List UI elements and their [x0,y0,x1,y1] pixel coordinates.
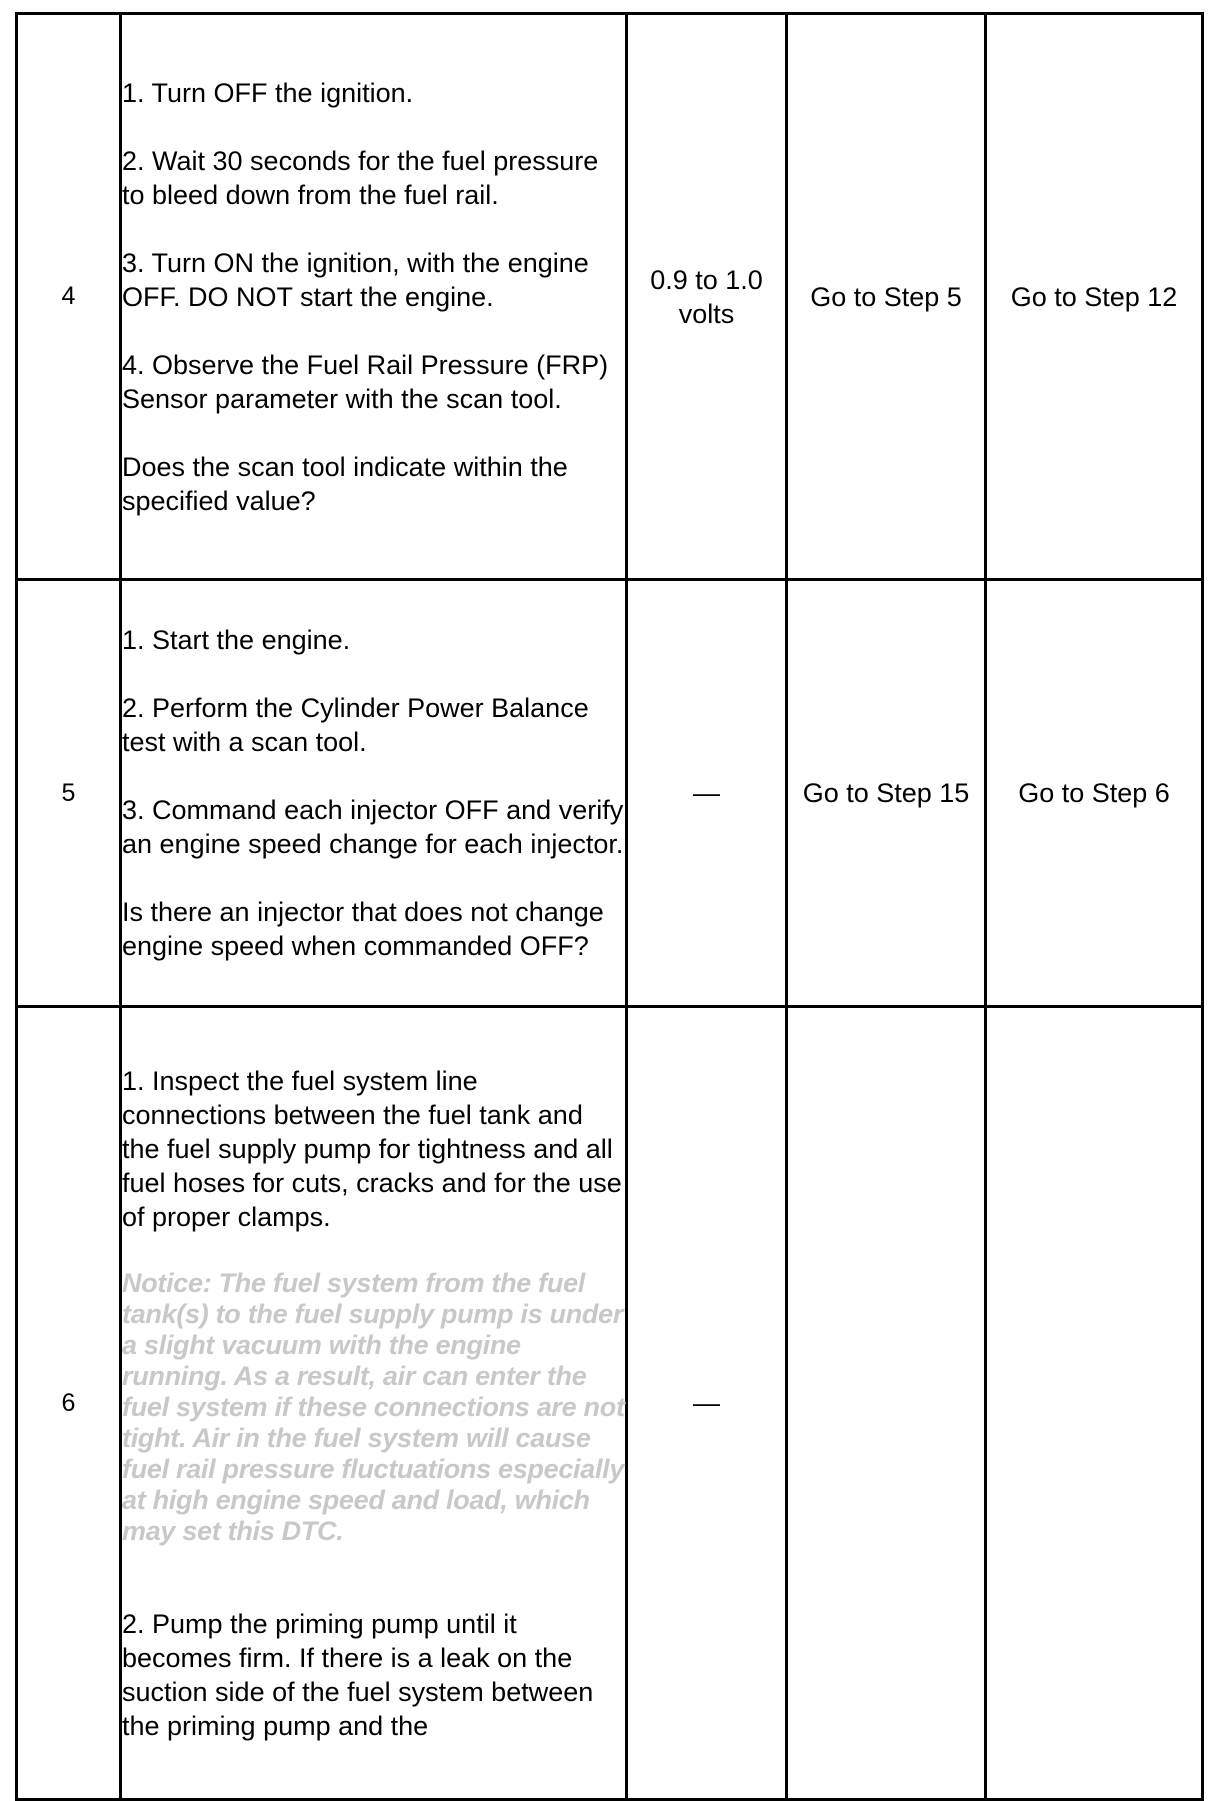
table-row-step-4 [17,14,1203,580]
no-cell [986,1007,1203,1800]
action-text: 1. Start the engine. [122,625,351,655]
no-cell: Go to Step 12 [986,14,1203,580]
question-text: Does the scan tool indicate within the specified value? [122,451,568,516]
action-text: 4. Observe the Fuel Rail Pressure (FRP) Sensor parameter with the scan tool. [122,349,609,414]
question-text: Is there an injector that does not change engine speed when commanded OFF? [122,897,604,961]
table-row-step-6 [17,1007,1203,1800]
step-number: 5 [17,580,121,1007]
action-cell [121,580,627,1007]
value-cell: 0.9 to 1.0 volts [627,14,787,580]
action-text: 2. Perform the Cylinder Power Balance test with a scan tool. [122,693,589,757]
table-row-step-5 [17,580,1203,1007]
action-text: 1. Turn OFF the ignition. [122,77,414,108]
action-cell [121,1007,627,1800]
value-cell: — [627,1007,787,1800]
step-number: 6 [17,1007,121,1800]
diagnostic-table [15,12,1204,1801]
step-number: 4 [17,14,121,580]
action-text: 3. Turn ON the ignition, with the engine OFF. DO NOT start the engine. [122,247,589,312]
action-text: 1. Inspect the fuel system line connections between the fuel tank and the fuel supply pump for tightness and all fuel hoses for cuts, cracks and for the use of proper clamps. [122,1065,622,1232]
action-text: 2. Pump the priming pump until it becomes firm. If there is a leak on the suction side of the fuel system between the priming pump and the [122,1608,594,1741]
yes-cell: Go to Step 5 [787,14,986,580]
action-text: 2. Wait 30 seconds for the fuel pressure to bleed down from the fuel rail. [122,145,599,210]
yes-cell [787,1007,986,1800]
no-cell: Go to Step 6 [986,580,1203,1007]
notice-text: Notice: The fuel system from the fuel tank(s) to the fuel supply pump is under a slight vacuum with the engine running. As a result, air can enter the fuel system if these connections are not tight. Air in the fuel system will cause fuel rail pressure fluctuations especially at high engine speed and load, which may set this DTC. [122,1267,625,1546]
action-text: 3. Command each injector OFF and verify an engine speed change for each injector. [122,795,624,859]
yes-cell: Go to Step 15 [787,580,986,1007]
action-cell [121,14,627,580]
value-cell: — [627,580,787,1007]
